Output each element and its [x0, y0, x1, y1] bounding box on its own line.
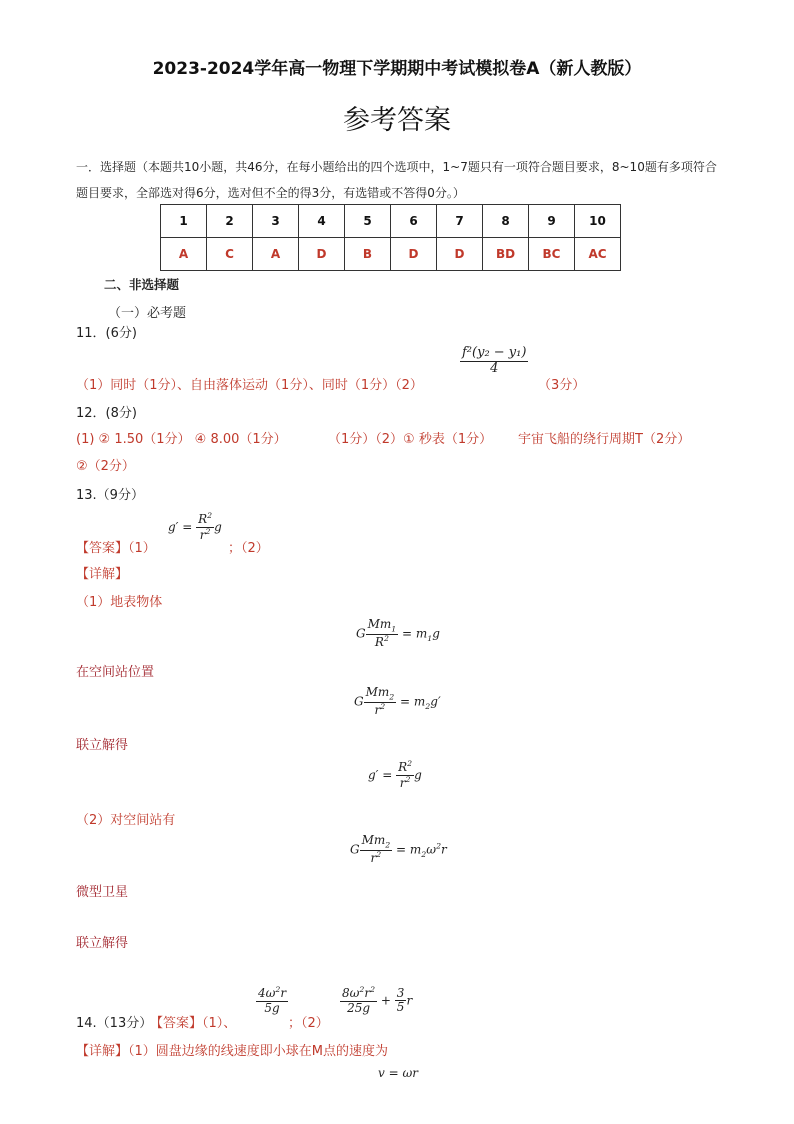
equation-gravity-station: G $\frac{Mm_2}{r^2}$ = $m_2g'$ — [354, 685, 441, 718]
question-14-answer-prefix: 【答案】（1）、 — [150, 1016, 237, 1031]
question-13-answer-formula: g′ = $\frac{R^2}{r^2}$ g — [168, 511, 222, 542]
question-13-step1: （1）地表物体 — [76, 595, 163, 610]
required-questions-heading: （一）必考题 — [108, 306, 187, 321]
table-cell: 5 — [345, 205, 391, 238]
table-cell: 6 — [391, 205, 437, 238]
question-14-detail: 【详解】（1）圆盘边缘的线速度即小球在M点的速度为 — [76, 1044, 388, 1059]
question-11-label: 11．(6分) — [76, 326, 137, 341]
table-cell: BC — [529, 238, 575, 271]
question-13-step6: 联立解得 — [76, 936, 129, 951]
question-14-answer-mid: ；（2） — [288, 1016, 329, 1031]
table-cell: A — [253, 238, 299, 271]
table-cell: A — [161, 238, 207, 271]
table-cell: 4 — [299, 205, 345, 238]
question-14-formula2: $\frac{8\omega^2r^2}{25g}$ + $\frac{3}{5}$ r — [342, 985, 413, 1015]
table-cell: D — [299, 238, 345, 271]
formula-denominator: 4 — [490, 360, 499, 376]
table-cell: D — [437, 238, 483, 271]
table-cell: 7 — [437, 205, 483, 238]
question-12-answer-part1: (1) ② 1.50（1分） ④ 8.00（1分） — [76, 432, 287, 447]
question-13-step5: 微型卫星 — [76, 885, 129, 900]
question-13-step3: 联立解得 — [76, 738, 129, 753]
question-14-final-formula: v = ωr — [378, 1066, 418, 1080]
table-cell: 2 — [207, 205, 253, 238]
document-title: 2023-2024学年高一物理下学期期中考试模拟卷A（新人教版） — [152, 59, 642, 79]
section1-instructions: 一．选择题（本题共10小题，共46分，在每小题给出的四个选项中，1~7题只有一项符合题目要求，8~10题有多项符合题目要求，全部选对得6分，选对但不全的得3分，有选错或不答得0分。） — [76, 160, 717, 200]
question-13-step2: 在空间站位置 — [76, 665, 155, 680]
table-cell: 3 — [253, 205, 299, 238]
table-cell: 9 — [529, 205, 575, 238]
table-cell: 10 — [575, 205, 621, 238]
question-11-formula — [460, 346, 528, 377]
section2-heading: 二、非选择题 — [104, 277, 180, 292]
table-cell: AC — [575, 238, 621, 271]
document-subtitle: 参考答案 — [343, 105, 451, 136]
question-12-label: 12．(8分) — [76, 406, 137, 421]
formula-numerator: f²(y₂ − y₁) — [462, 345, 527, 360]
question-11-answer: （1）同时（1分）、自由落体运动（1分）、同时（1分）（2） — [76, 378, 423, 393]
answer-table-number-row — [161, 205, 621, 238]
answer-table-answer-row — [161, 238, 621, 271]
equation-solution-g: g′ = $\frac{R^2}{r^2}$ g — [368, 759, 422, 790]
question-11-score: （3分） — [538, 378, 586, 393]
equation-gravity-surface: G $\frac{Mm_1}{R^2}$ = $m_1g$ — [356, 617, 440, 650]
answer-table — [160, 204, 621, 271]
table-cell: B — [345, 238, 391, 271]
table-cell: D — [391, 238, 437, 271]
equation-station-circular: G $\frac{Mm_2}{r^2}$ = $m_2\omega^2r$ — [350, 833, 447, 866]
table-cell: 1 — [161, 205, 207, 238]
question-13-step4: （2）对空间站有 — [76, 813, 176, 828]
table-cell: 8 — [483, 205, 529, 238]
question-13-answer-suffix: ；（2） — [228, 541, 269, 556]
question-12-answer-line2: ②（2分） — [76, 459, 135, 474]
table-cell: BD — [483, 238, 529, 271]
question-14-label: 14.（13分） — [76, 1016, 153, 1031]
question-13-label: 13.（9分） — [76, 488, 144, 503]
question-12-answer-part2: （1分）（2）① 秒表（1分） — [328, 432, 493, 447]
question-14-formula1: $\frac{4\omega^2r}{5g}$ — [258, 985, 287, 1015]
question-13-detail-label: 【详解】 — [76, 567, 129, 582]
question-13-answer-prefix: 【答案】（1） — [76, 541, 156, 556]
table-cell: C — [207, 238, 253, 271]
question-12-answer-part3: 宇宙飞船的绕行周期T（2分） — [518, 432, 691, 447]
